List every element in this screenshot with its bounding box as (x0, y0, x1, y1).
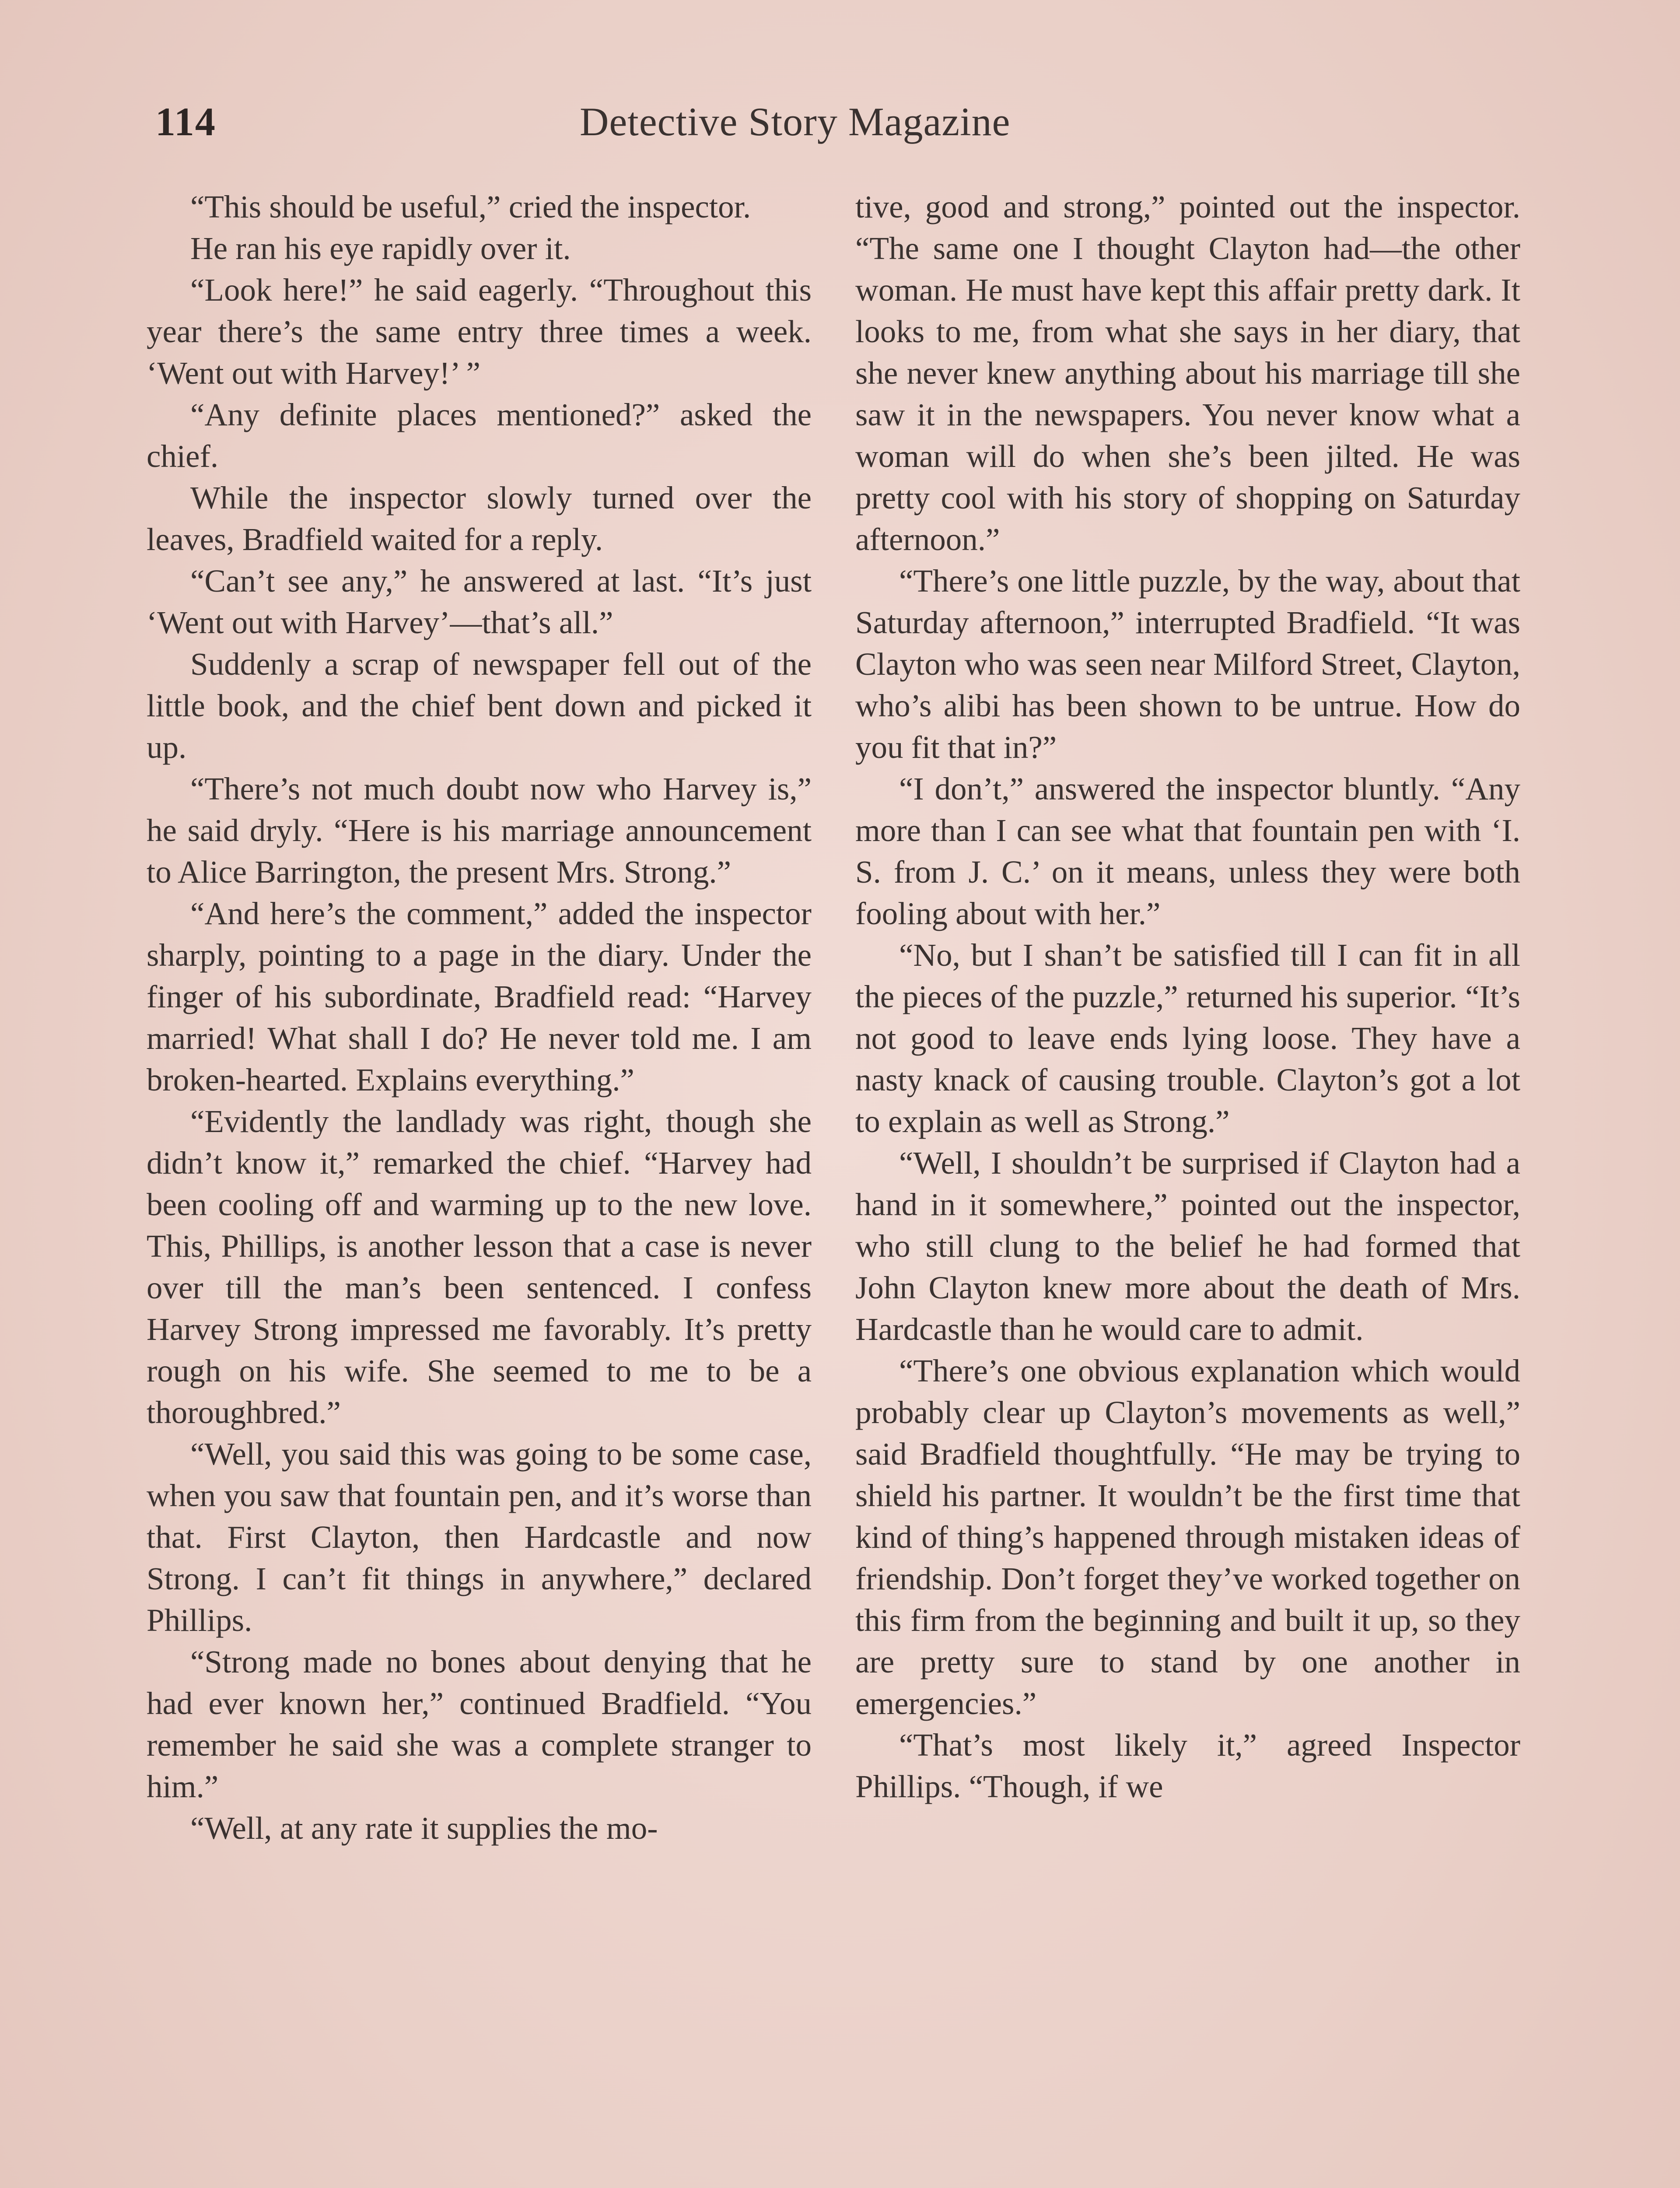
paragraph: While the inspector slowly turned over the leaves, Bradfield waited for a reply. (147, 480, 812, 557)
paragraph: “Evidently the landlady was right, though she didn’t know it,” remarked the chief. “Harvey had been cooling off and warming up to the new love. This, Phillips, is another lesson that a case is never over till the man’s been sentenced. I confess Harvey Strong impressed me favorably. It’s pretty rough on his wife. She seemed to me to be a thoroughbred.” (147, 1104, 812, 1430)
paragraph: “There’s not much doubt now who Harvey is,” he said dryly. “Here is his marriage announcement to Alice Barrington, the present Mrs. Strong.” (147, 771, 812, 890)
paragraph: “No, but I shan’t be satisfied till I can fit in all the pieces of the puzzle,” returned his superior. “It’s not good to leave ends lying loose. They have a nasty knack of causing trouble. Clayton’s got a lot to explain as well as Strong.” (855, 937, 1520, 1139)
paragraph: “Well, you said this was going to be some case, when you saw that fountain pen, and it’s worse than that. First Clayton, then Hardcastle and now Strong. I can’t fit things in anywhere,” declared Phillips. (147, 1436, 812, 1638)
paragraph: “Can’t see any,” he answered at last. “It’s just ‘Went out with Harvey’—that’s all.” (147, 563, 812, 640)
right-column (855, 186, 1520, 1807)
paragraph: Suddenly a scrap of newspaper fell out of the little book, and the chief bent down and picked it up. (147, 646, 812, 765)
paragraph: “Well, I shouldn’t be surprised if Clayton had a hand in it somewhere,” pointed out the inspector, who still clung to the belief he had formed that John Clayton knew more about the death of Mrs. Hardcastle than he would care to admit. (855, 1145, 1520, 1347)
paragraph: He ran his eye rapidly over it. (190, 231, 571, 266)
paragraph: “That’s most likely it,” agreed Inspector Phillips. “Though, if we (855, 1727, 1520, 1804)
page-number: 114 (155, 99, 216, 144)
running-title: Detective Story Magazine (580, 99, 1011, 144)
paragraph: “Strong made no bones about denying that he had ever known her,” continued Bradfield. “You remember he said she was a complete stranger to him.” (147, 1644, 812, 1804)
paragraph: “There’s one little puzzle, by the way, about that Saturday afternoon,” interrupted Bradfield. “It was Clayton who was seen near Milford Street, Clayton, who’s alibi has been shown to be untrue. How do you fit that in?” (855, 563, 1520, 765)
page-header (155, 98, 1113, 160)
paragraph: “I don’t,” answered the inspector bluntly. “Any more than I can see what that fountain pen with ‘I. S. from J. C.’ on it means, unless they were both fooling about with her.” (855, 771, 1520, 931)
paragraph-continuation: tive, good and strong,” pointed out the inspector. “The same one I thought Clayton had—the other woman. He must have kept this affair pretty dark. It looks to me, from what she says in her diary, that she never knew anything about his marriage till she saw it in the newspapers. You never know what a woman will do when she’s been jilted. He was pretty cool with his story of shopping on Saturday afternoon.” (855, 189, 1520, 557)
paragraph: “And here’s the comment,” added the inspector sharply, pointing to a page in the diary. Under the finger of his subordinate, Bradfield read: “Harvey married! What shall I do? He never told me. I am broken-hearted. Explains everything.” (147, 896, 812, 1098)
paragraph: “Look here!” he said eagerly. “Throughout this year there’s the same entry three times a week. ‘Went out with Harvey!’ ” (147, 272, 812, 391)
paragraph: “This should be useful,” cried the inspector. (190, 189, 751, 224)
paragraph: “Well, at any rate it supplies the mo- (190, 1810, 658, 1846)
paragraph: “There’s one obvious explanation which would probably clear up Clayton’s movements as well,” said Bradfield thoughtfully. “He may be trying to shield his partner. It wouldn’t be the first time that kind of thing’s happened through mistaken ideas of friendship. Don’t forget they’ve worked together on this firm from the beginning and built it up, so they are pretty sure to stand by one another in emergencies.” (855, 1353, 1520, 1721)
left-column (147, 186, 812, 1849)
paragraph: “Any definite places mentioned?” asked the chief. (147, 397, 812, 474)
